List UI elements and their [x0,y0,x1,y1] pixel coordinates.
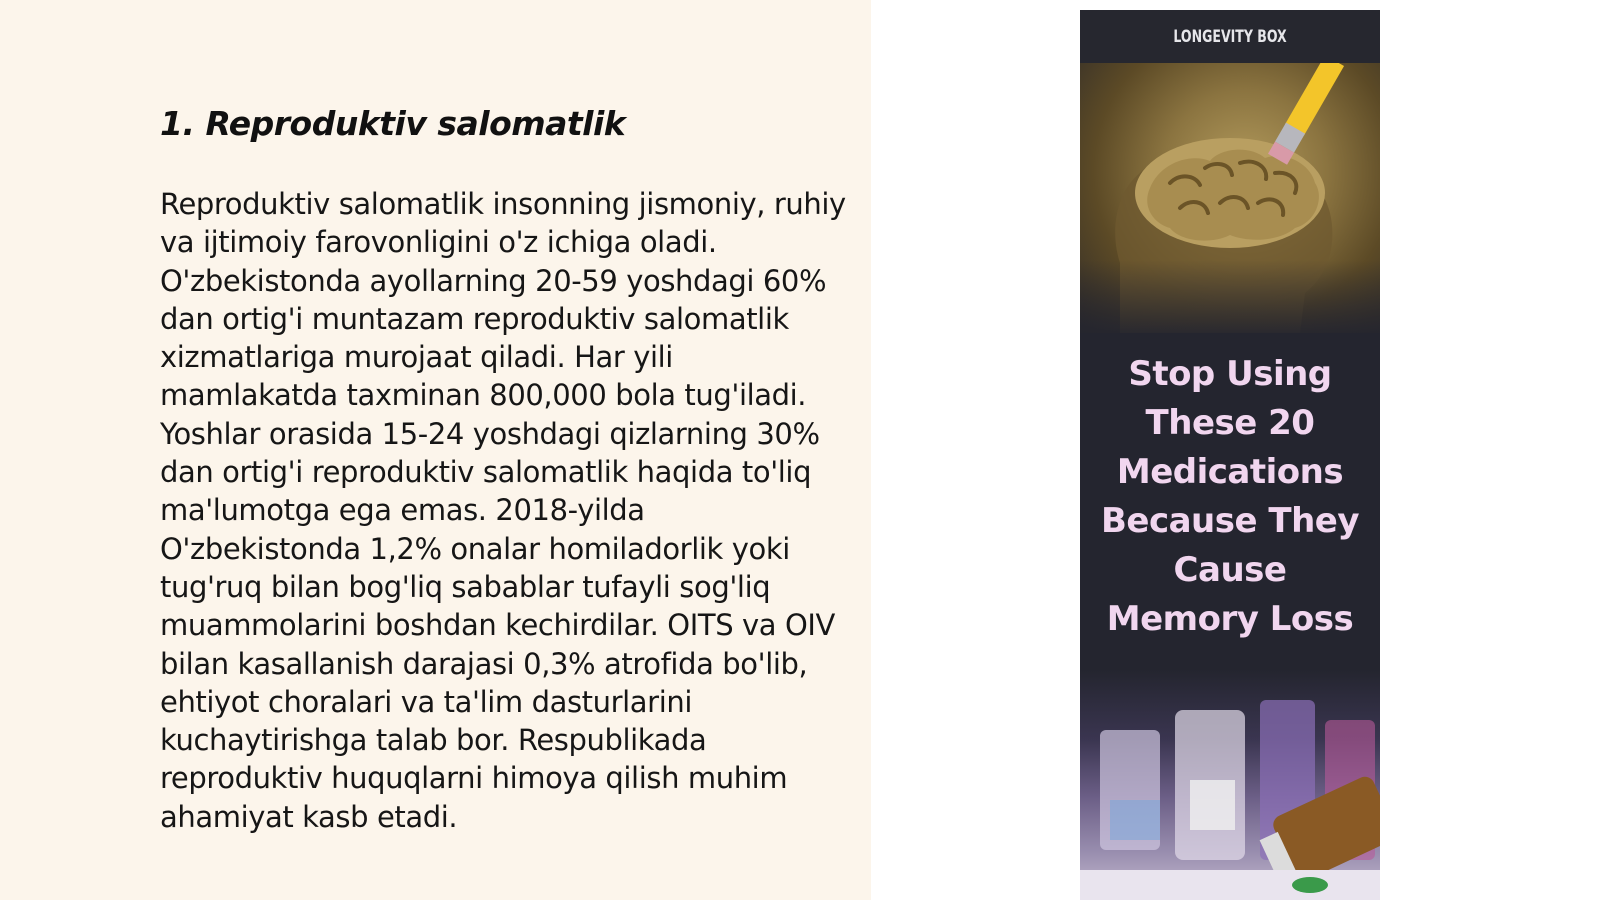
medicine-illustration [1080,670,1380,900]
ad-headline-line: Medications [1116,452,1344,492]
ad-headline-line: Stop Using [1128,354,1332,394]
ad-headline-line: Memory Loss [1106,599,1354,639]
ad-brand-label: LONGEVITY BOX [1173,26,1287,47]
ad-headline-line: These 20 [1145,403,1315,443]
article-body: Reproduktiv salomatlik insonning jismoniy, ruhiy va ijtimoiy farovonligini o'z ichiga oladi. O'zbekistonda ayollarning 20-59 yoshdagi 60% dan ortig'i muntazam reproduktiv salomatlik xizmatlariga murojaat qiladi. Har yili mamlakatda taxminan 800,000 bola tug'iladi. Yoshlar orasida 15-24 yoshdagi qizlarning 30% dan ortig'i reproduktiv salomatlik haqida to'liq ma'lumotga ega emas. 2018-yilda O'zbekistonda 1,2% onalar homiladorlik yoki tug'ruq bilan bog'liq sabablar tufayli sog'liq muammolarini boshdan kechirdilar. OITS va OIV bilan kasallanish darajasi 0,3% atrofida bo'lib, ehtiyot choralari va ta'lim dasturlarini kuchaytirishga talab bor. Respublikada reproduktiv huquqlarni himoya qilish muhim ahamiyat kasb etadi. [160,187,846,834]
ad-headline-line: Cause [1173,550,1287,590]
ad-image-fade [1080,260,1380,340]
article-heading: 1. Reproduktiv salomatlik [160,104,626,143]
ad-header [1080,10,1380,63]
advertisement-banner[interactable] [1080,10,1380,900]
ad-headline[interactable] [1080,350,1380,644]
ad-headline-line: Because They [1100,501,1360,541]
medicine-bottles-icon [1080,670,1380,900]
